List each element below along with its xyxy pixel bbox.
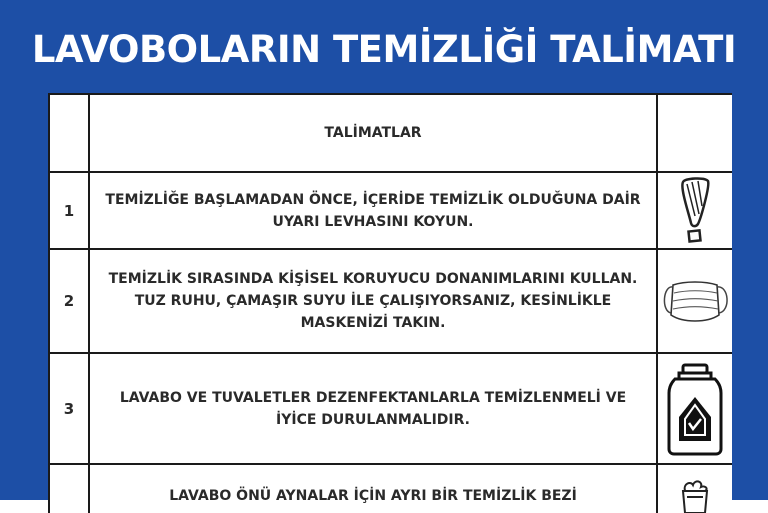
row-icon-cell xyxy=(657,464,732,513)
disinfectant-bottle-icon xyxy=(665,361,725,457)
exclamation-icon xyxy=(675,176,715,246)
row-instruction-text: LAVABO VE TUVALETLER DEZENFEKTANLARLA TEMİZLENMELİ VE İYİCE DURULANMALIDIR. xyxy=(89,353,657,464)
instructions-table xyxy=(48,93,732,513)
row-number xyxy=(49,464,89,513)
instructions-table-container xyxy=(48,93,732,513)
table-row xyxy=(49,249,732,353)
row-icon-cell xyxy=(657,353,732,464)
row-number: 1 xyxy=(49,172,89,249)
cleaning-bucket-icon xyxy=(675,473,715,513)
row-number: 3 xyxy=(49,353,89,464)
table-row xyxy=(49,353,732,464)
table-row xyxy=(49,464,732,513)
document-title: LAVOBOLARIN TEMİZLİĞİ TALİMATI xyxy=(31,28,737,71)
row-instruction-text: TEMİZLİK SIRASINDA KİŞİSEL KORUYUCU DONANIMLARINI KULLAN. TUZ RUHU, ÇAMAŞIR SUYU İLE ÇALIŞIYORSANIZ, KESİNLİKLE MASKENİZİ TAKIN. xyxy=(89,249,657,353)
row-instruction-text: LAVABO ÖNÜ AYNALAR İÇİN AYRI BİR TEMİZLİK BEZİ xyxy=(89,464,657,513)
header-number-cell xyxy=(49,94,89,172)
table-header-row xyxy=(49,94,732,172)
table-row xyxy=(49,172,732,249)
face-mask-icon xyxy=(659,271,731,331)
row-instruction-text: TEMİZLİĞE BAŞLAMADAN ÖNCE, İÇERİDE TEMİZLİK OLDUĞUNA DAİR UYARI LEVHASINI KOYUN. xyxy=(89,172,657,249)
row-icon-cell xyxy=(657,172,732,249)
row-icon-cell xyxy=(657,249,732,353)
header-icon-cell xyxy=(657,94,732,172)
row-number: 2 xyxy=(49,249,89,353)
header-instructions-cell: TALİMATLAR xyxy=(89,94,657,172)
